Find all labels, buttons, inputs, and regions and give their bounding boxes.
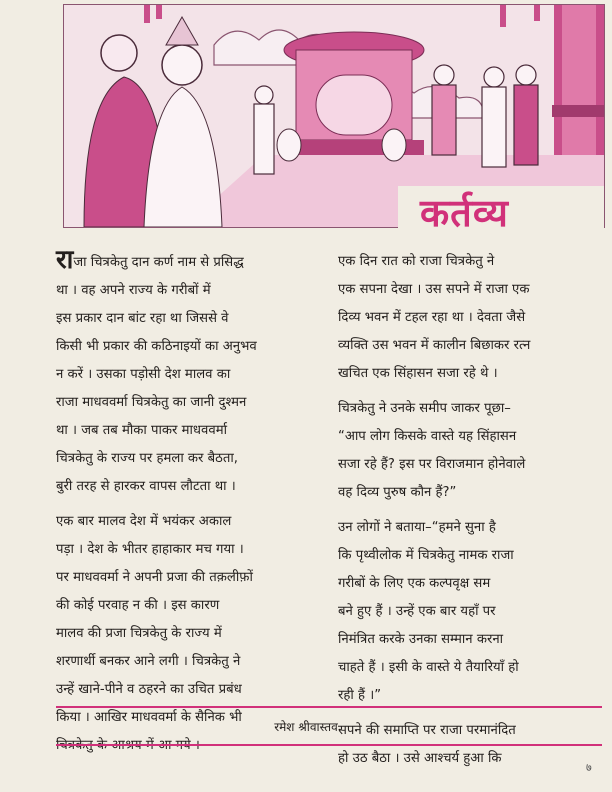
line-text: पड़ा । देश के भीतर हाहाकार मच गया । bbox=[56, 542, 244, 557]
text-line bbox=[338, 626, 606, 654]
line-text: गरीबों के लिए एक कल्पवृक्ष सम bbox=[338, 576, 491, 591]
text-line bbox=[338, 248, 606, 276]
line-text: मालव की प्रजा चित्रकेतु के राज्य में bbox=[56, 626, 222, 641]
text-line bbox=[338, 654, 606, 682]
text-line bbox=[338, 423, 606, 451]
line-text: एक सपना देखा । उस सपने में राजा एक bbox=[338, 282, 530, 297]
text-line bbox=[56, 648, 326, 676]
line-text: था । वह अपने राज्य के गरीबों में bbox=[56, 283, 211, 298]
paragraph bbox=[338, 248, 606, 388]
line-text: शरणार्थी बनकर आने लगी । चित्रकेतु ने bbox=[56, 654, 241, 669]
text-line bbox=[56, 536, 326, 564]
line-text: बुरी तरह से हारकर वापस लौटता था । bbox=[56, 479, 236, 494]
text-line bbox=[56, 417, 326, 445]
line-text: था । जब तब मौका पाकर माधववर्मा bbox=[56, 423, 228, 438]
line-text: निमंत्रित करके उनका सम्मान करना bbox=[338, 632, 504, 647]
line-text: उन्हें खाने-पीने व ठहरने का उचित प्रबंध bbox=[56, 682, 242, 697]
story-title: कर्तव्य bbox=[420, 191, 509, 235]
text-line bbox=[338, 304, 606, 332]
text-line bbox=[338, 479, 606, 507]
line-text: चाहते हैं । इसी के वास्ते ये तैयारियाँ हो bbox=[338, 660, 519, 675]
line-text: किसी भी प्रकार की कठिनाइयों का अनुभव bbox=[56, 339, 257, 354]
line-text: व्यक्ति उस भवन में कालीन बिछाकर रत्न bbox=[338, 338, 531, 353]
text-line bbox=[56, 245, 326, 277]
top-divider bbox=[56, 706, 602, 708]
text-line bbox=[338, 542, 606, 570]
text-line bbox=[56, 445, 326, 473]
paragraph bbox=[338, 514, 606, 710]
line-text: चित्रकेतु के राज्य पर हमला कर बैठता, bbox=[56, 451, 238, 466]
line-text: बने हुए हैं । उन्हें एक बार यहाँ पर bbox=[338, 604, 496, 619]
bottom-divider bbox=[56, 744, 602, 746]
text-line bbox=[338, 598, 606, 626]
text-line bbox=[56, 732, 326, 760]
line-text: दिव्य भवन में टहल रहा था । देवता जैसे bbox=[338, 310, 526, 325]
left-column bbox=[56, 245, 326, 760]
line-text: न करें । उसका पड़ोसी देश मालव का bbox=[56, 367, 231, 382]
line-text: इस प्रकार दान बांट रहा था जिससे वे bbox=[56, 311, 229, 326]
line-text: एक बार मालव देश में भयंकर अकाल bbox=[56, 514, 232, 529]
line-text: एक दिन रात को राजा चित्रकेतु ने bbox=[338, 254, 495, 269]
text-line bbox=[56, 361, 326, 389]
text-line bbox=[338, 570, 606, 598]
text-line bbox=[56, 564, 326, 592]
line-text: चित्रकेतु ने उनके समीप जाकर पूछा– bbox=[338, 401, 511, 416]
text-line bbox=[56, 676, 326, 704]
text-line bbox=[56, 389, 326, 417]
text-line bbox=[338, 360, 606, 388]
right-column bbox=[338, 248, 606, 773]
line-text: जा चित्रकेतु दान कर्ण नाम से प्रसिद्ध bbox=[73, 255, 244, 270]
drop-cap: रा bbox=[56, 245, 74, 275]
line-text: पर माधववर्मा ने अपनी प्रजा की तक़लीफ़ों bbox=[56, 570, 253, 585]
text-line bbox=[56, 277, 326, 305]
line-text: खचित एक सिंहासन सजा रहे थे । bbox=[338, 366, 498, 381]
text-line bbox=[338, 514, 606, 542]
text-line bbox=[338, 745, 606, 773]
text-line bbox=[338, 276, 606, 304]
line-text: कि पृथ्वीलोक में चित्रकेतु नामक राजा bbox=[338, 548, 514, 563]
text-line bbox=[338, 332, 606, 360]
line-text: वह दिव्य पुरुष कौन हैं?” bbox=[338, 485, 457, 500]
text-line bbox=[56, 473, 326, 501]
text-line bbox=[56, 592, 326, 620]
text-line bbox=[338, 395, 606, 423]
line-text: राजा माधववर्मा चित्रकेतु का जानी दुश्मन bbox=[56, 395, 247, 410]
text-line bbox=[56, 305, 326, 333]
author-name: रमेश श्रीवास्तव bbox=[274, 720, 338, 734]
paragraph bbox=[56, 245, 326, 501]
text-line bbox=[56, 620, 326, 648]
line-text: हो उठ बैठा । उसे आश्चर्य हुआ कि bbox=[338, 751, 502, 766]
line-text: उन लोगों ने बताया–“हमने सुना है bbox=[338, 520, 496, 535]
text-line bbox=[56, 333, 326, 361]
page-number: ७ bbox=[586, 761, 592, 774]
line-text: सजा रहे हैं? इस पर विराजमान होनेवाले bbox=[338, 457, 526, 472]
text-line bbox=[338, 451, 606, 479]
paragraph bbox=[338, 395, 606, 507]
line-text: की कोई परवाह न की । इस कारण bbox=[56, 598, 220, 613]
text-line bbox=[56, 508, 326, 536]
line-text: किया । आखिर माधववर्मा के सैनिक भी bbox=[56, 710, 242, 725]
line-text: रही हैं ।” bbox=[338, 688, 382, 703]
line-text: सपने की समाप्ति पर राजा परमानंदित bbox=[338, 723, 516, 738]
line-text: “आप लोग किसके वास्ते यह सिंहासन bbox=[338, 429, 517, 444]
